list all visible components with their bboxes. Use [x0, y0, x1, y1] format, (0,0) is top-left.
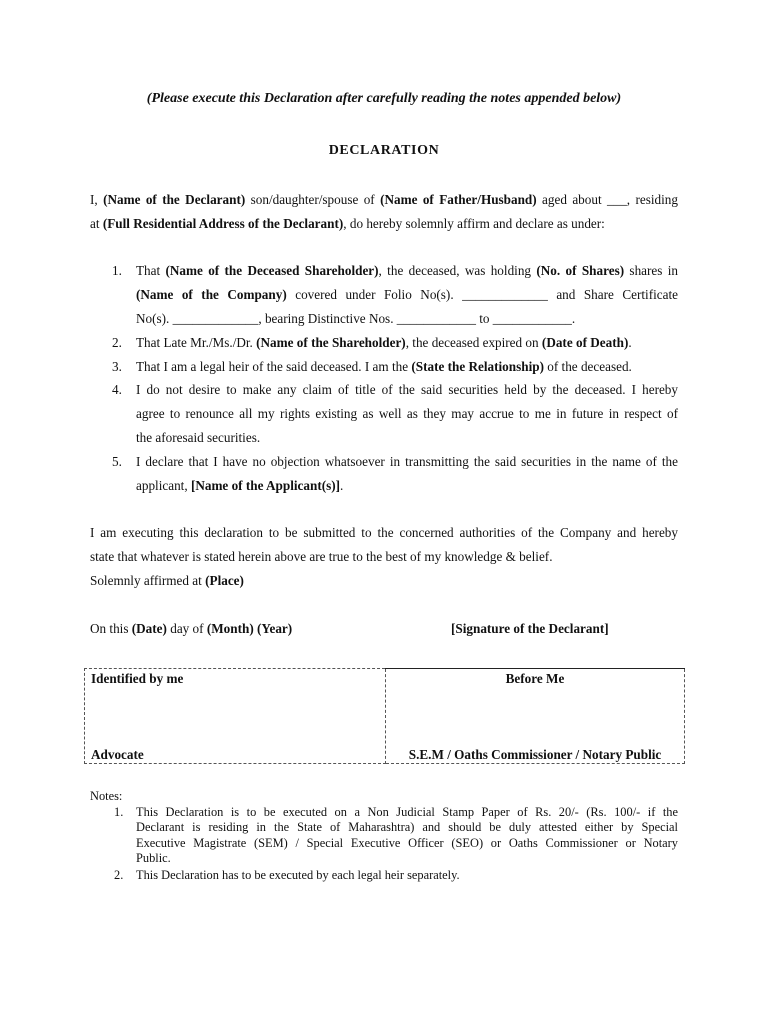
company-name-field: (Name of the Company)	[136, 287, 287, 302]
date-field: (Date)	[131, 621, 167, 636]
intro-text: at	[90, 216, 103, 231]
intro-line-1	[90, 192, 678, 208]
affirmed-text: Solemnly affirmed at	[90, 573, 206, 588]
intro-text: son/daughter/spouse of	[245, 192, 381, 207]
solemnly-affirmed-line	[90, 573, 244, 589]
date-line	[90, 621, 292, 637]
item-text: applicant,	[136, 478, 191, 493]
document-title: DECLARATION	[328, 143, 440, 158]
item-4-line-3: the aforesaid securities.	[136, 430, 261, 445]
intro-text: aged about ___, residing	[536, 192, 678, 207]
note-1-line-1: This Declaration is to be executed on a Non Judicial Stamp Paper of Rs. 20/- (Rs. 100/- if the	[136, 805, 678, 819]
item-text: , the deceased expired on	[405, 335, 542, 350]
note-1-line-2: Declarant is residing in the State of Maharashtra) and should be duly attested either by Special	[136, 820, 678, 834]
item-number: 2.	[112, 335, 122, 350]
attestation-table	[84, 668, 685, 764]
relationship-field: (State the Relationship)	[411, 359, 544, 374]
item-text: That I am a legal heir of the said deceased. I am the	[136, 359, 412, 374]
intro-text: I,	[90, 192, 104, 207]
note-number: 2.	[114, 868, 124, 882]
intro-text: , do hereby solemnly affirm and declare as under:	[343, 216, 605, 231]
item-text: , the deceased, was holding	[378, 263, 537, 278]
item-text: That Late Mr./Ms./Dr.	[136, 335, 257, 350]
father-husband-name-field: (Name of Father/Husband)	[380, 192, 537, 207]
item-1-line-1	[136, 263, 678, 279]
date-of-death-field: (Date of Death)	[541, 335, 629, 350]
note-1-line-3: Executive Magistrate (SEM) / Special Executive Officer (SEO) or Oaths Commissioner or Notary	[136, 836, 678, 850]
note-2-line: This Declaration has to be executed by each legal heir separately.	[136, 868, 460, 882]
identified-by-label: Identified by me	[91, 671, 184, 686]
closing-line-1: I am executing this declaration to be submitted to the concerned authorities of the Company and hereby	[90, 525, 678, 540]
place-field: (Place)	[205, 573, 244, 588]
deceased-shareholder-field: (Name of the Deceased Shareholder)	[165, 263, 379, 278]
item-number: 5.	[112, 454, 122, 469]
notes-heading: Notes:	[90, 789, 123, 803]
note-number: 1.	[114, 805, 124, 819]
instruction-note: (Please execute this Declaration after carefully reading the notes appended below)	[146, 91, 622, 106]
item-text: of the deceased.	[543, 359, 632, 374]
address-field: (Full Residential Address of the Declarant)	[102, 216, 344, 231]
advocate-label: Advocate	[91, 747, 144, 762]
item-1-line-2	[136, 287, 678, 303]
item-5-line-2	[136, 478, 343, 494]
closing-line-2: state that whatever is stated herein above are true to the best of my knowledge & belief.	[90, 549, 553, 564]
item-4-line-1: I do not desire to make any claim of title of the said securities held by the deceased. I hereby	[136, 382, 678, 397]
item-text: That	[136, 263, 166, 278]
month-year-field: (Month) (Year)	[206, 621, 293, 636]
item-number: 3.	[112, 359, 122, 374]
item-number: 1.	[112, 263, 122, 278]
signature-text: [Signature of the Declarant]	[451, 621, 609, 636]
item-4-line-2: agree to renounce all my rights existing as well as they may accrue to me in future in respect of	[136, 406, 678, 421]
no-of-shares-field: (No. of Shares)	[536, 263, 625, 278]
shareholder-name-field: (Name of the Shareholder)	[256, 335, 406, 350]
item-text: .	[340, 478, 344, 493]
intro-line-2	[90, 216, 605, 232]
item-text: shares in	[624, 263, 678, 278]
item-3-line	[136, 359, 632, 375]
declarant-signature-label	[451, 621, 609, 637]
applicant-name-field: [Name of the Applicant(s)]	[190, 478, 341, 493]
date-text: day of	[166, 621, 207, 636]
item-2-line	[136, 335, 632, 351]
identified-cell	[85, 669, 386, 764]
declarant-name-field: (Name of the Declarant)	[103, 192, 246, 207]
date-text: On this	[90, 621, 132, 636]
item-text: .	[628, 335, 632, 350]
item-text: covered under Folio No(s). _____________ and Share Certificate	[286, 287, 679, 302]
item-number: 4.	[112, 382, 122, 397]
note-1-line-4: Public.	[136, 851, 171, 865]
before-me-label: Before Me	[505, 671, 565, 686]
authority-label: S.E.M / Oaths Commissioner / Notary Public	[408, 747, 662, 762]
item-5-line-1: I declare that I have no objection whatsoever in transmitting the said securities in the name of the	[136, 454, 678, 469]
before-me-cell	[386, 669, 685, 764]
item-1-line-3: No(s). _____________, bearing Distinctive Nos. ____________ to ____________.	[136, 311, 576, 326]
